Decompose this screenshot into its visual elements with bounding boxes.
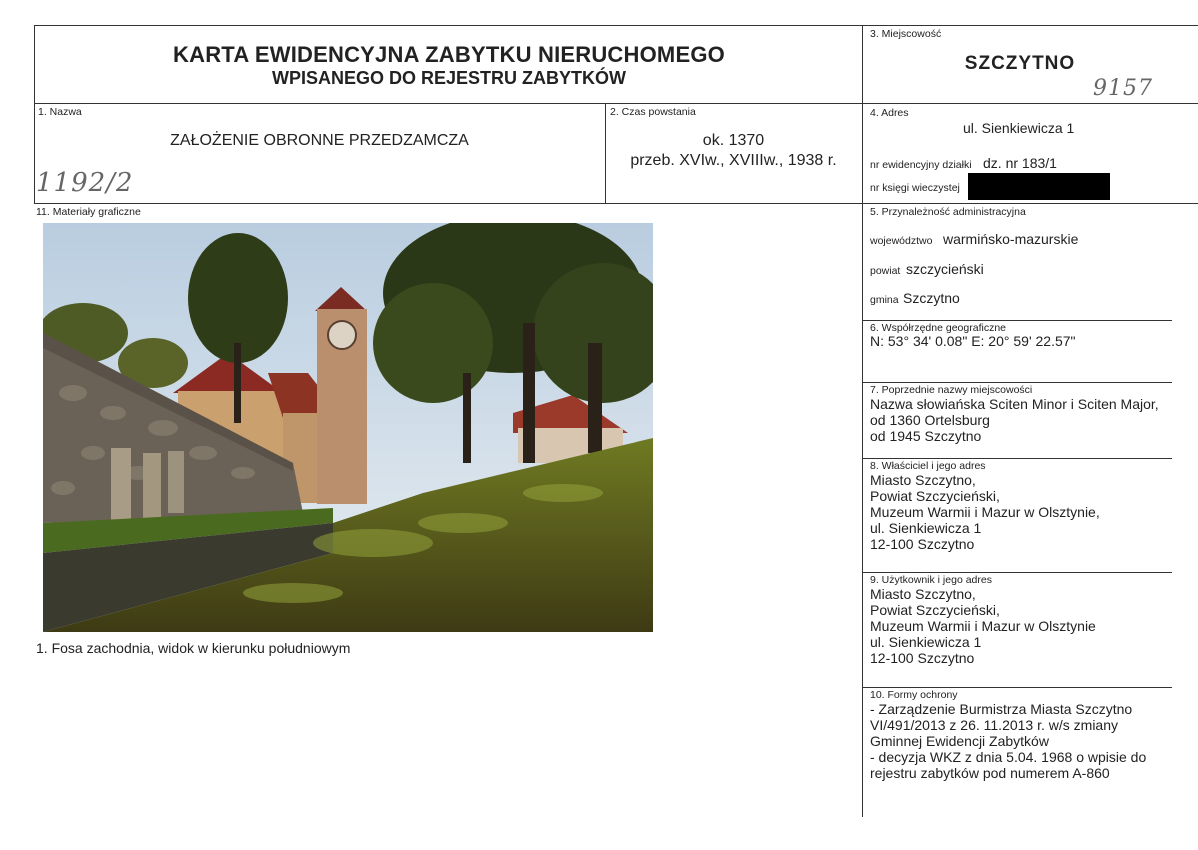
field1-label: 1. Nazwa	[38, 106, 82, 118]
former-name-line: od 1945 Szczytno	[870, 428, 982, 444]
field4-label: 4. Adres	[870, 107, 909, 119]
top-border	[34, 25, 1198, 26]
main-divider	[862, 25, 863, 817]
handwritten-number: 9157	[1093, 76, 1153, 101]
date-line2: przeb. XVIw., XVIIIw., 1938 r.	[630, 152, 837, 169]
land-register-label: nr księgi wieczystej	[870, 182, 960, 194]
user-line: 12-100 Szczytno	[870, 650, 975, 666]
municipality-value: Szczytno	[903, 290, 960, 306]
owner-line: Miasto Szczytno,	[870, 472, 976, 488]
owner-line: Powiat Szczycieński,	[870, 488, 1000, 504]
document-title: KARTA EWIDENCYJNA ZABYTKU NIERUCHOMEGO	[173, 42, 725, 67]
header-bottom-border	[34, 103, 1198, 104]
right-divider-10	[862, 687, 1172, 688]
municipality-label: gmina	[870, 294, 899, 306]
protection-line: Gminnej Ewidencji Zabytków	[870, 733, 1049, 749]
owner-line: 12-100 Szczytno	[870, 536, 975, 552]
former-name-line: od 1360 Ortelsburg	[870, 412, 990, 428]
field9-label: 9. Użytkownik i jego adres	[870, 574, 992, 586]
right-divider-8	[862, 458, 1172, 459]
handwritten-ref: 1192/2	[36, 168, 134, 198]
county-value: szczycieński	[906, 261, 984, 277]
owner-line: ul. Sienkiewicza 1	[870, 520, 982, 536]
field2-label: 2. Czas powstania	[610, 106, 696, 118]
user-line: Muzeum Warmii i Mazur w Olsztynie	[870, 618, 1096, 634]
field10-label: 10. Formy ochrony	[870, 689, 958, 701]
field3-label: 3. Miejscowość	[870, 28, 942, 40]
right-divider-7	[862, 382, 1172, 383]
row2-bottom-border	[34, 203, 1198, 204]
field11-label: 11. Materiały graficzne	[36, 206, 141, 218]
owner-line: Muzeum Warmii i Mazur w Olsztynie,	[870, 504, 1100, 520]
county-label: powiat	[870, 265, 901, 277]
redaction-box	[968, 173, 1110, 200]
document-subtitle: WPISANEGO DO REJESTRU ZABYTKÓW	[271, 68, 626, 88]
field8-label: 8. Właściciel i jego adres	[870, 460, 986, 472]
user-line: ul. Sienkiewicza 1	[870, 634, 982, 650]
plot-label: nr ewidencyjny działki	[870, 159, 972, 171]
protection-line: - decyzja WKZ z dnia 5.04. 1968 o wpisie do	[870, 749, 1147, 765]
field6-label: 6. Współrzędne geograficzne	[870, 322, 1006, 334]
right-divider-6	[862, 320, 1172, 321]
date-line1: ok. 1370	[702, 132, 765, 149]
coordinates-value: N: 53° 34' 0.08" E: 20° 59' 22.57"	[870, 333, 1076, 349]
protection-line: VI/491/2013 z 26. 11.2013 r. w/s zmiany	[870, 717, 1119, 733]
plot-value: dz. nr 183/1	[983, 155, 1057, 171]
locality-value: SZCZYTNO	[964, 53, 1076, 74]
voivodeship-value: warmińsko-mazurskie	[943, 231, 1079, 247]
moat-photo	[43, 223, 653, 632]
voivodeship-label: województwo	[870, 235, 933, 247]
field5-label: 5. Przynależność administracyjna	[870, 206, 1026, 218]
right-divider-9	[862, 572, 1172, 573]
monument-name: ZAŁOŻENIE OBRONNE PRZEDZAMCZA	[170, 132, 469, 149]
protection-line: - Zarządzenie Burmistrza Miasta Szczytno	[870, 701, 1133, 717]
user-line: Miasto Szczytno,	[870, 586, 976, 602]
field7-label: 7. Poprzednie nazwy miejscowości	[870, 384, 1033, 396]
photo-caption: 1. Fosa zachodnia, widok w kierunku południowym	[36, 640, 351, 656]
former-name-line: Nazwa słowiańska Sciten Minor i Sciten Major,	[870, 396, 1159, 412]
user-line: Powiat Szczycieński,	[870, 602, 1000, 618]
protection-line: rejestru zabytków pod numerem A-860	[870, 765, 1110, 781]
address-street: ul. Sienkiewicza 1	[963, 120, 1075, 136]
